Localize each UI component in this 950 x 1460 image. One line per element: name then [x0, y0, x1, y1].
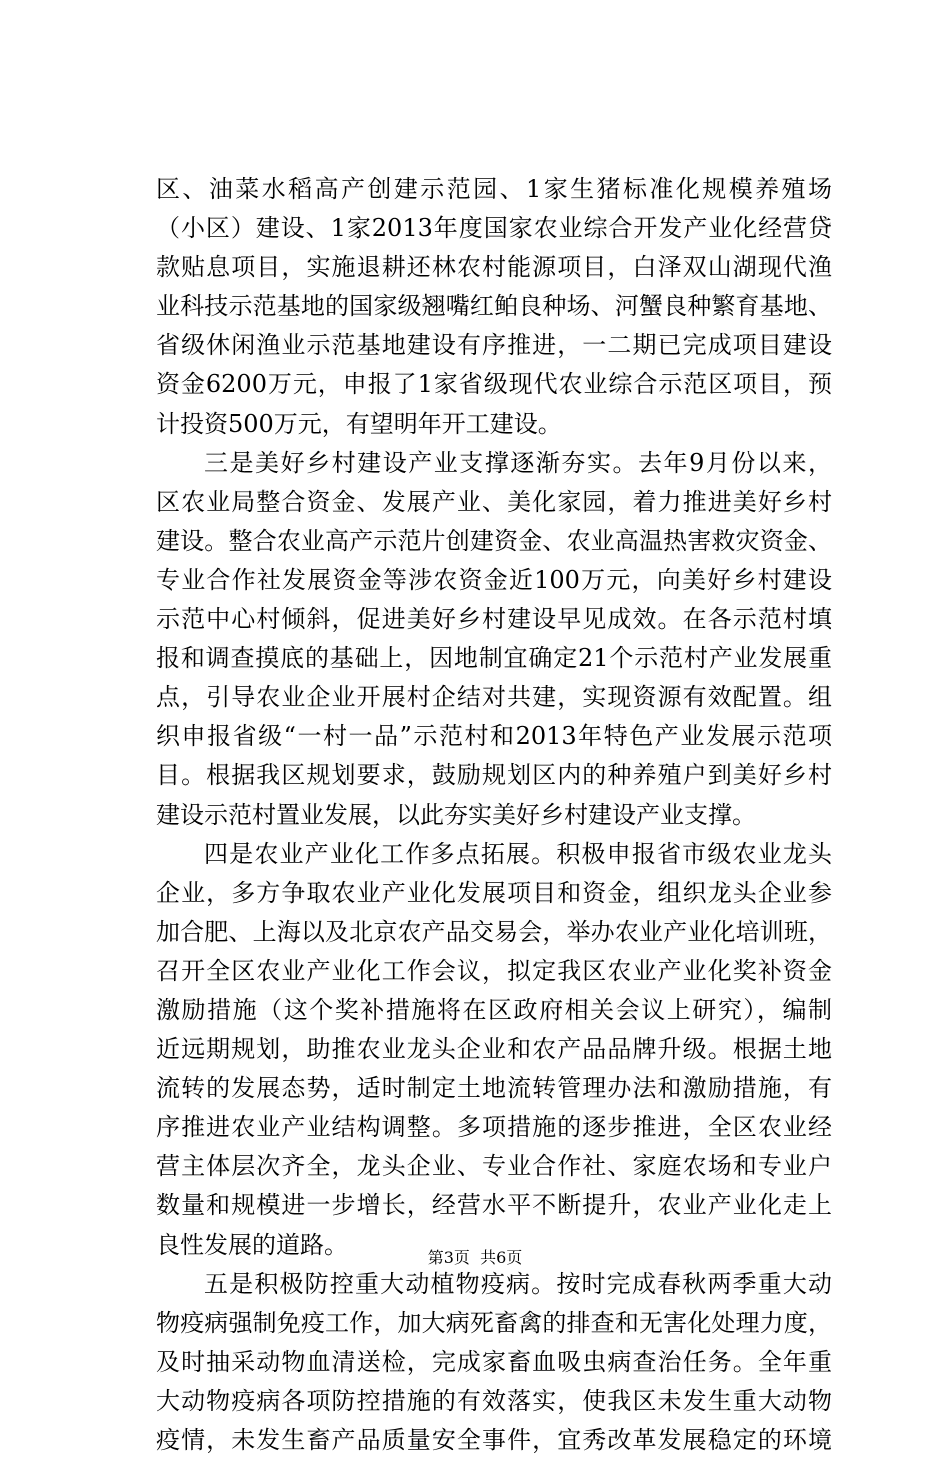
text-line: 企业，多方争取农业产业化发展项目和资金，组织龙头企业参 — [156, 878, 832, 907]
text-line: 目。根据我区规划要求，鼓励规划区内的种养殖户到美好乡村 — [156, 761, 832, 790]
text-line: 示范中心村倾斜，促进美好乡村建设早见成效。在各示范村填 — [156, 605, 832, 634]
paragraph-heading-line: 三是美好乡村建设产业支撑逐渐夯实。去年9月份以来， — [204, 448, 832, 477]
text-line: 及时抽采动物血清送检，完成家畜血吸虫病查治任务。全年重 — [156, 1347, 832, 1376]
text-line: 疫情，未发生畜产品质量安全事件，宜秀改革发展稳定的环境 — [156, 1426, 832, 1454]
text-line: 召开全区农业产业化工作会议，拟定我区农业产业化奖补资金 — [156, 956, 832, 985]
text-line: 省级休闲渔业示范基地建设有序推进，一二期已完成项目建设 — [156, 331, 832, 360]
page-number-footer: 第3页 共6页 — [427, 1248, 523, 1267]
text-line: 报和调查摸底的基础上，因地制宜确定21个示范村产业发展重 — [156, 644, 832, 673]
text-line: 建设。整合农业高产示范片创建资金、农业高温热害救灾资金、 — [156, 526, 832, 555]
text-line: 大动物疫病各项防控措施的有效落实，使我区未发生重大动物 — [156, 1386, 832, 1415]
text-line: 计投资500万元，有望明年开工建设。 — [156, 409, 562, 438]
text-line: 良性发展的道路。 — [156, 1230, 348, 1259]
text-line: 物疫病强制免疫工作，加大病死畜禽的排查和无害化处理力度， — [156, 1308, 832, 1337]
text-line: 加合肥、上海以及北京农产品交易会，举办农业产业化培训班， — [156, 917, 832, 946]
text-line: 业科技示范基地的国家级翘嘴红鲌良种场、河蟹良种繁育基地、 — [156, 292, 832, 321]
text-line: 流转的发展态势，适时制定土地流转管理办法和激励措施，有 — [156, 1074, 832, 1103]
text-line: 资金6200万元，申报了1家省级现代农业综合示范区项目，预 — [156, 370, 832, 399]
text-line: 织申报省级“一村一品”示范村和2013年特色产业发展示范项 — [156, 722, 832, 751]
paragraph-heading-line: 四是农业产业化工作多点拓展。积极申报省市级农业龙头 — [204, 839, 832, 868]
text-line: 区农业局整合资金、发展产业、美化家园，着力推进美好乡村 — [156, 487, 832, 516]
text-line: 数量和规模进一步增长，经营水平不断提升，农业产业化走上 — [156, 1191, 832, 1220]
text-line: 近远期规划，助推农业龙头企业和农产品品牌升级。根据土地 — [156, 1035, 832, 1064]
text-line: 款贴息项目，实施退耕还林农村能源项目，白泽双山湖现代渔 — [156, 253, 832, 282]
text-line: 区、油菜水稻高产创建示范园、1家生猪标准化规模养殖场 — [156, 175, 832, 203]
paragraph-heading-line: 五是积极防控重大动植物疫病。按时完成春秋两季重大动 — [204, 1269, 832, 1298]
text-line: 点，引导农业企业开展村企结对共建，实现资源有效配置。组 — [156, 683, 832, 712]
text-line: 激励措施（这个奖补措施将在区政府相关会议上研究），编制 — [156, 995, 832, 1024]
text-line: 建设示范村置业发展，以此夯实美好乡村建设产业支撑。 — [156, 800, 756, 829]
text-line: （小区）建设、1家2013年度国家农业综合开发产业化经营贷 — [156, 214, 832, 243]
text-line: 营主体层次齐全，龙头企业、专业合作社、家庭农场和专业户 — [156, 1152, 832, 1181]
text-line: 专业合作社发展资金等涉农资金近100万元，向美好乡村建设 — [156, 565, 832, 594]
text-line: 序推进农业产业结构调整。多项措施的逐步推进，全区农业经 — [156, 1113, 832, 1142]
